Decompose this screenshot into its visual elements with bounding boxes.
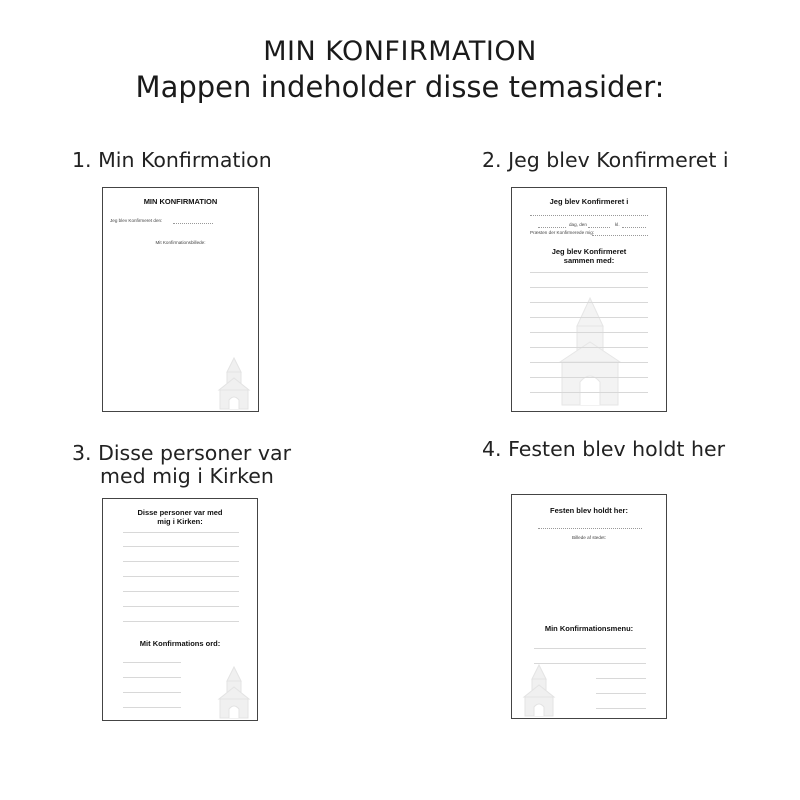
page-2-subheading-2: sammen med:	[563, 256, 615, 265]
page-4-rule-1	[534, 648, 646, 649]
page-thumbnail-4	[511, 494, 667, 719]
page-2-rule-7	[530, 362, 648, 363]
page-2-field-time-label: kl.	[615, 222, 620, 227]
page-2-field-priest-label: Præsten der Konfirmerede mig:	[530, 230, 595, 235]
page-2-subheading-1: Jeg blev Konfirmeret	[551, 247, 627, 256]
page-4-heading: Festen blev holdt her:	[550, 506, 628, 515]
page-2-rule-1	[530, 272, 648, 273]
caption-page-4: 4. Festen blev holdt her	[482, 437, 725, 461]
page-2-line-priest	[592, 235, 648, 236]
page-2-field-date-label: dag, den	[569, 222, 587, 227]
caption-page-3-line-1: 3. Disse personer var	[72, 441, 291, 465]
page-2-line-time	[622, 227, 646, 228]
page-3-rule-9	[123, 677, 181, 678]
page-1-field-date-label: Jeg blev Konfirmeret den:	[110, 218, 163, 223]
page-2-heading: Jeg blev Konfirmeret i	[549, 197, 629, 206]
page-4-rule-4	[596, 693, 646, 694]
church-watermark-icon	[558, 296, 622, 406]
page-3-rule-1	[123, 532, 239, 533]
page-3-rule-4	[123, 576, 239, 577]
page-3-heading-1: Disse personer var med	[137, 508, 223, 517]
page-3-heading-2: mig i Kirken:	[157, 517, 203, 526]
page-3-rule-7	[123, 621, 239, 622]
page-4-rule-3	[596, 678, 646, 679]
page-3-rule-11	[123, 707, 181, 708]
caption-page-3-line-2: med mig i Kirken	[100, 464, 274, 488]
church-watermark-icon	[522, 663, 556, 717]
page-2-rule-9	[530, 392, 648, 393]
church-watermark-icon	[217, 665, 251, 719]
page-3-rule-6	[123, 606, 239, 607]
page-2-rule-5	[530, 332, 648, 333]
page-4-photo-label: Billede af stedet:	[572, 535, 606, 540]
page-2-rule-6	[530, 347, 648, 348]
main-title: MIN KONFIRMATION	[263, 36, 537, 67]
page-3-subheading: Mit Konfirmations ord:	[139, 639, 221, 648]
page-2-line-1	[530, 215, 648, 216]
page-4-subheading: Min Konfirmationsmenu:	[544, 624, 634, 633]
page-1-heading: MIN KONFIRMATION	[143, 197, 218, 206]
page-3-rule-8	[123, 662, 181, 663]
page-3-rule-10	[123, 692, 181, 693]
page-2-line-date	[588, 227, 610, 228]
page-thumbnail-1	[102, 187, 259, 412]
page-2-rule-4	[530, 317, 648, 318]
page-3-rule-5	[123, 591, 239, 592]
page-3-rule-3	[123, 561, 239, 562]
page-2-rule-3	[530, 302, 648, 303]
page-1-field-date-line	[173, 223, 213, 224]
page-2-rule-8	[530, 377, 648, 378]
page-4-line-1	[538, 528, 642, 529]
page-1-photo-label: Mit Konfirmationsbillede:	[155, 240, 206, 245]
page-thumbnail-2	[511, 187, 667, 412]
page-thumbnail-3	[102, 498, 258, 721]
church-watermark-icon	[217, 356, 251, 410]
page-2-line-day	[538, 227, 566, 228]
page-2-rule-2	[530, 287, 648, 288]
page-3-rule-2	[123, 546, 239, 547]
page-4-rule-5	[596, 708, 646, 709]
caption-page-2: 2. Jeg blev Konfirmeret i	[482, 148, 729, 172]
main-subtitle: Mappen indeholder disse temasider:	[135, 70, 665, 104]
caption-page-1: 1. Min Konfirmation	[72, 148, 272, 172]
